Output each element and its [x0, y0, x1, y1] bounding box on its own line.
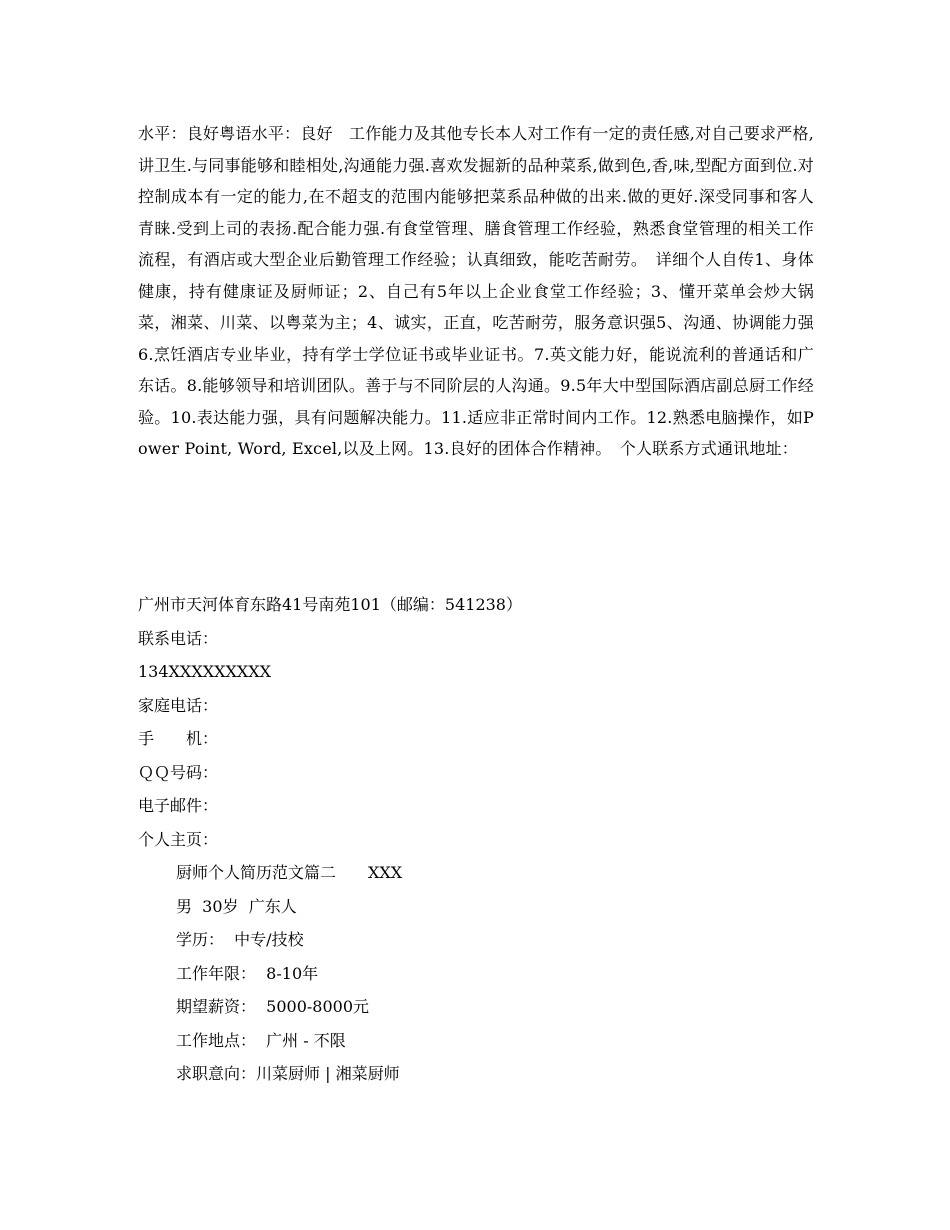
phone-label: 联系电话：	[138, 628, 219, 648]
salary-line: 期望薪资： 5000-8000元	[176, 997, 370, 1016]
qq-label: ＱＱ号码：	[138, 762, 219, 782]
mobile-label: 手 机：	[138, 729, 219, 748]
work-years-line: 工作年限： 8-10年	[176, 963, 319, 983]
job-intent-line: 求职意向：川菜厨师 | 湘菜厨师	[176, 1064, 400, 1083]
home-phone-label: 家庭电话：	[138, 695, 219, 715]
address-line: 广州市天河体育东路41号南苑101（邮编：541238）	[138, 595, 522, 614]
email-label: 电子邮件：	[138, 796, 219, 815]
contact-and-resume-lines	[138, 588, 838, 1091]
basic-info-line: 男 30岁 广东人	[176, 896, 297, 916]
location-line: 工作地点： 广州 - 不限	[176, 1030, 346, 1050]
body-paragraph: 水平：良好粤语水平：良好 工作能力及其他专长本人对工作有一定的责任感,对自己要求严格,讲卫生.与同事能够和睦相处,沟通能力强.喜欢发掘新的品种菜系,做到色,香,味,型配方面到位.对控制成本有一定的能力,在不超支的范围内能够把菜系品种做的出来.做的更好.深受同事和客人青睐.受到上司的表扬.配合能力强.有食堂管理、膳食管理工作经验，熟悉食堂管理的相关工作流程，有酒店或大型企业后勤管理工作经验；认真细致，能吃苦耐劳。 详细个人自传1、身体健康，持有健康证及厨师证；2、自己有5年以上企业食堂工作经验；3、懂开菜单会炒大锅菜，湘菜、川菜、以粤菜为主；4、诚实，正直，吃苦耐劳，服务意识强5、沟通、协调能力强6.烹饪酒店专业毕业，持有学士学位证书或毕业证书。7.英文能力好，能说流利的普通话和广东话。8.能够领导和培训团队。善于与不同阶层的人沟通。9.5年大中型国际酒店副总厨工作经验。10.表达能力强，具有问题解决能力。11.适应非正常时间内工作。12.熟悉电脑操作，如Power Point, Word, Excel,以及上网。13.良好的团体合作精神。 个人联系方式通讯地址：	[138, 124, 814, 458]
resume-title-line: 厨师个人简历范文篇二 XXX	[176, 863, 403, 882]
education-line: 学历： 中专/技校	[176, 930, 304, 949]
homepage-label: 个人主页：	[138, 829, 219, 849]
phone-value: 134XXXXXXXXX	[138, 662, 272, 681]
